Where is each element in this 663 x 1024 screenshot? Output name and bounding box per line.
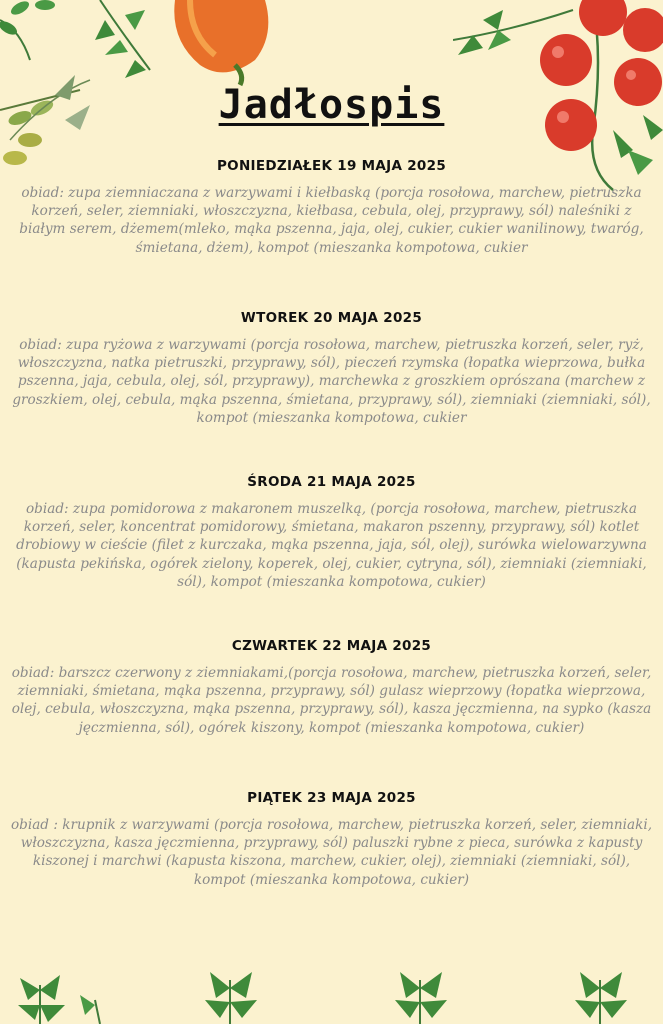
- day-thursday: [10, 638, 653, 737]
- herbs-bottom-border: [0, 960, 663, 1024]
- day-heading: PIĄTEK 23 MAJA 2025: [247, 790, 416, 806]
- pepper-illustration: [165, 0, 280, 90]
- title-text: Jadłospis: [218, 82, 445, 128]
- page-title: [0, 82, 663, 128]
- day-menu-text: obiad: barszcz czerwony z ziemniakami,(porcja rosołowa, marchew, pietruszka korzeń, seler, ziemniaki, śmietana, mąka pszenna, przyprawy, sól) gulasz wieprzowy (łopatka wieprzowa, olej, cebula, włoszczyzna, mąka pszenna, przyprawy, sól), kasza jęczmienna, na sypko (kasza jęczmienna, sól), ogórek kiszony, kompot (mieszanka kompotowa, cukier): [11, 665, 652, 736]
- day-menu-text: obiad: zupa ziemniaczana z warzywami i kiełbaską (porcja rosołowa, marchew, pietruszka korzeń, seler, ziemniaki, włoszczyzna, kiełbasa, cebula, olej, przyprawy, sól) naleśniki z białym serem, dżemem(mleko, mąka pszenna, jaja, olej, cukier, cukier wanilinowy, twaróg, śmietana, dżem), kompot (mieszanka kompotowa, cukier: [19, 185, 644, 256]
- day-wednesday: [10, 474, 653, 591]
- day-friday: [10, 790, 653, 889]
- day-menu-text: obiad : krupnik z warzywami (porcja rosołowa, marchew, pietruszka korzeń, seler, ziemniaki, włoszczyzna, kasza jęczmienna, przyprawy, sól) paluszki rybne z pieca, surówka z kapusty kiszonej i marchwi (kapusta kiszona, marchew, cukier, olej), ziemniaki (ziemniaki, sól), kompot (mieszanka kompotowa, cukier): [10, 817, 653, 888]
- day-heading: CZWARTEK 22 MAJA 2025: [231, 638, 432, 654]
- day-heading: WTOREK 20 MAJA 2025: [240, 310, 423, 326]
- day-heading: PONIEDZIAŁEK 19 MAJA 2025: [216, 158, 447, 174]
- day-menu-text: obiad: zupa pomidorowa z makaronem muszelką, (porcja rosołowa, marchew, pietruszka korzeń, seler, koncentrat pomidorowy, śmietana, makaron pszenny, przyprawy, sól) kotlet drobiowy w cieście (filet z kurczaka, mąka pszenna, jaja, sól, olej), surówka wielowarzywna (kapusta pekińska, ogórek zielony, koperek, olej, cukier, cytryna, sól), ziemniaki (ziemniaki, sól), kompot (mieszanka kompotowa, cukier): [16, 501, 647, 590]
- day-menu-text: obiad: zupa ryżowa z warzywami (porcja rosołowa, marchew, pietruszka korzeń, seler, ryż, włoszczyzna, natka pietruszki, przyprawy, sól), pieczeń rzymska (łopatka wieprzowa, bułka pszenna, jaja, cebula, olej, sól, przyprawy), marchewka z groszkiem oprószana (marchew z groszkiem, olej, cebula, mąka pszenna, śmietana, przyprawy, sól), ziemniaki (ziemniaki, sól), kompot (mieszanka kompotowa, cukier: [12, 337, 651, 426]
- day-heading: ŚRODA 21 MAJA 2025: [247, 474, 416, 490]
- day-monday: [10, 158, 653, 257]
- day-tuesday: [10, 310, 653, 427]
